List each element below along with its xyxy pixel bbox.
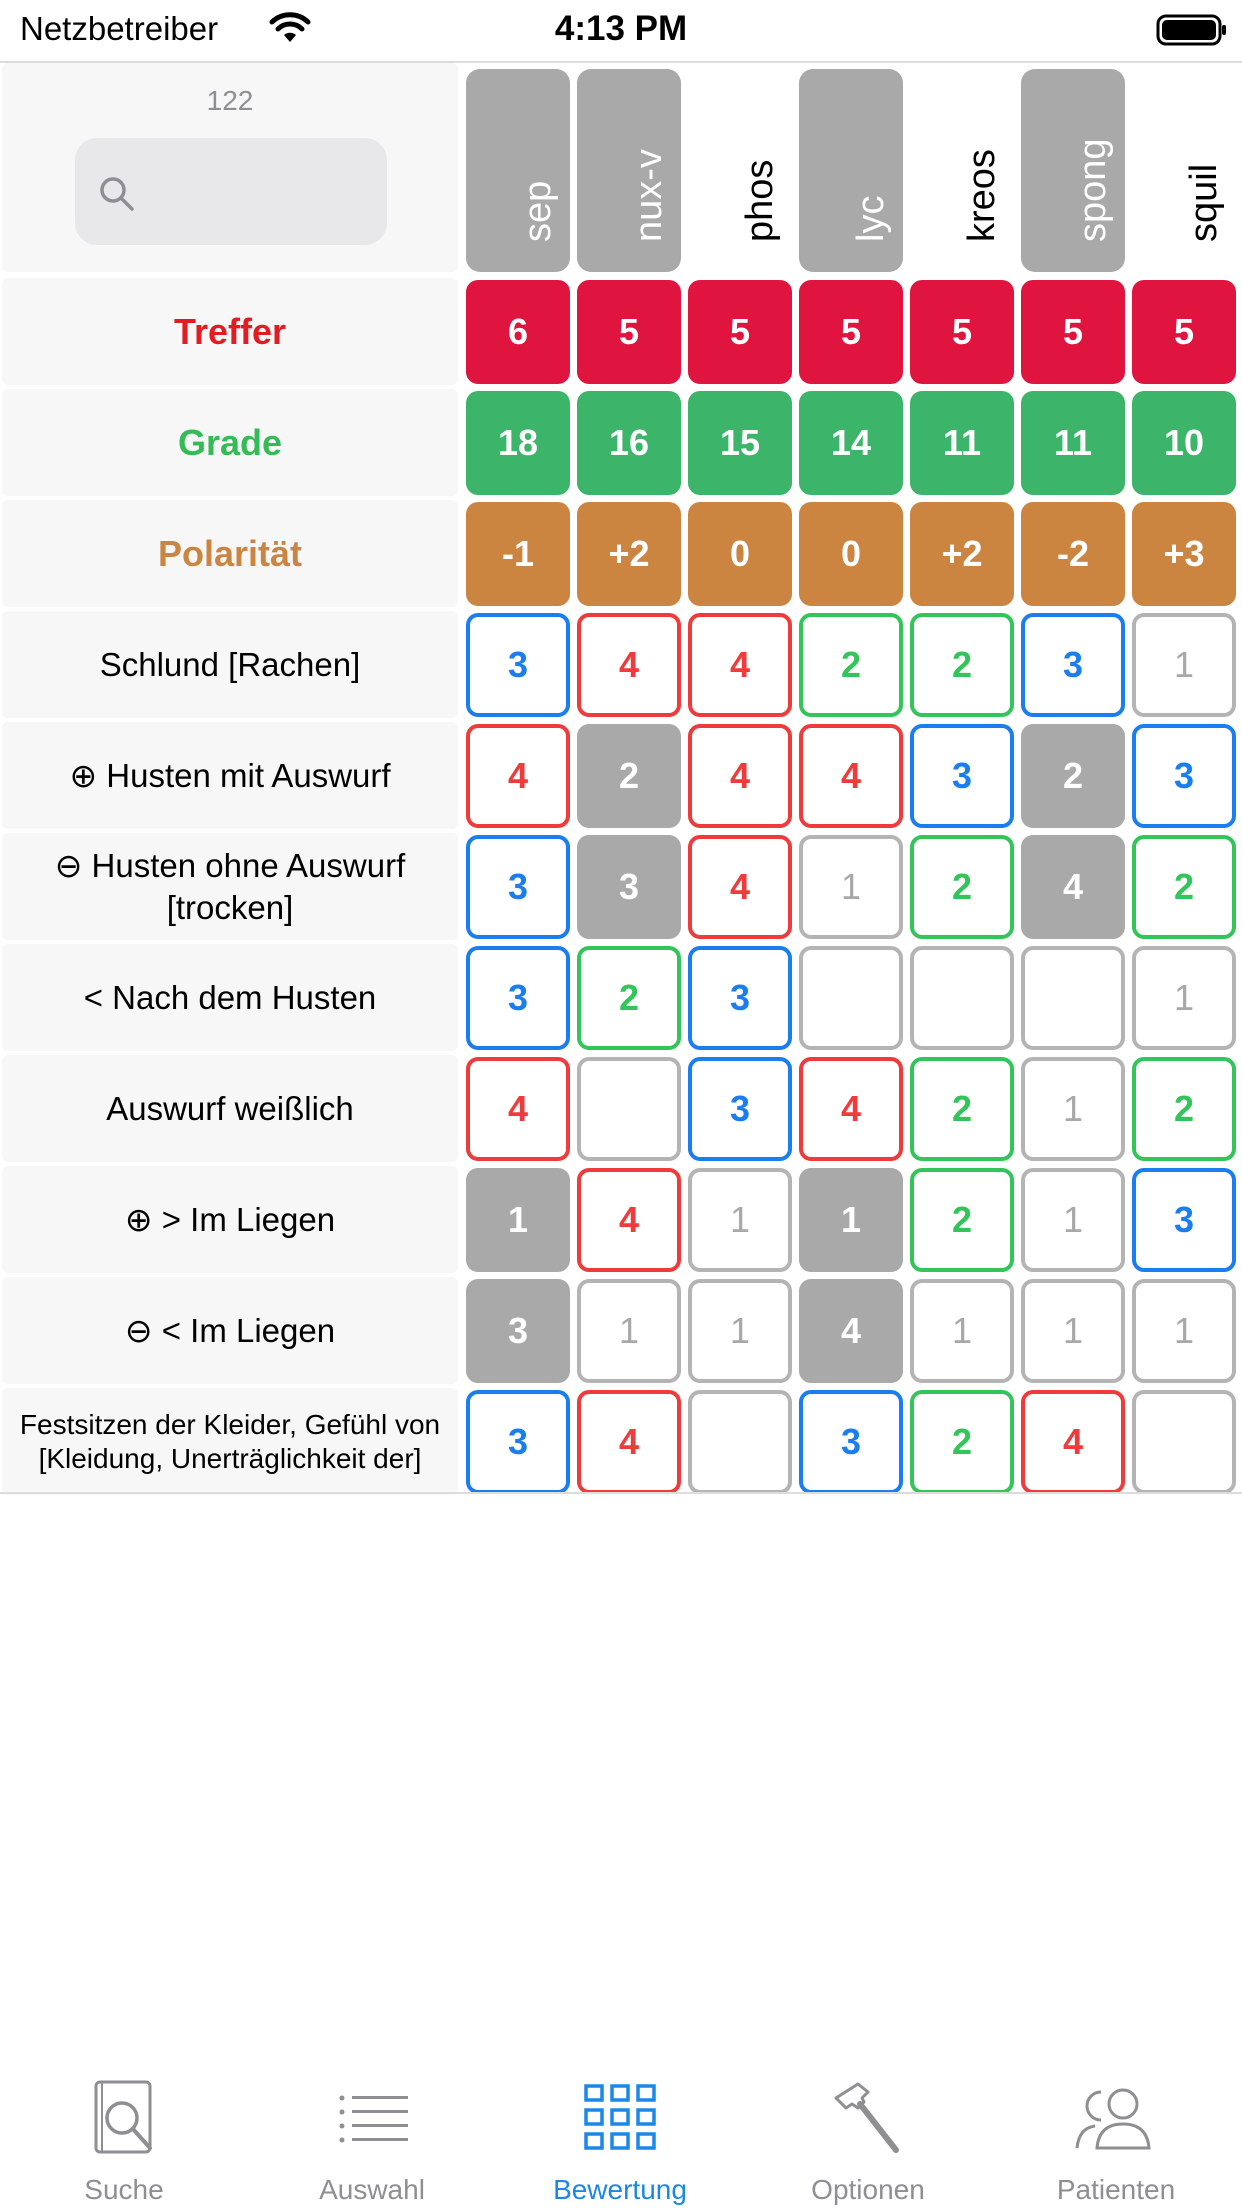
grade-cell[interactable]: 2 (1132, 835, 1236, 939)
grade-cell[interactable]: 4 (577, 1168, 681, 1272)
summary-cell: 0 (799, 502, 903, 606)
grade-cell[interactable]: 3 (688, 946, 792, 1050)
remedy-name: nux-v (628, 149, 670, 242)
remedy-name: phos (739, 159, 781, 242)
remedy-name: lyc (850, 195, 892, 242)
grade-cell[interactable]: 2 (910, 1057, 1014, 1161)
search-icon (97, 174, 137, 214)
summary-cell: 5 (688, 280, 792, 384)
grade-cell[interactable] (577, 1057, 681, 1161)
summary-cell: +2 (910, 502, 1014, 606)
grade-cell[interactable]: 2 (799, 613, 903, 717)
summary-cell: 5 (1021, 280, 1125, 384)
grade-cell[interactable]: 1 (1132, 946, 1236, 1050)
grade-cell[interactable]: 3 (688, 1057, 792, 1161)
grade-cell[interactable]: 1 (1021, 1168, 1125, 1272)
grade-cell[interactable]: 3 (1132, 1168, 1236, 1272)
grade-cell[interactable]: 1 (1021, 1279, 1125, 1383)
hammer-icon (828, 2076, 908, 2160)
carrier-name: Netzbetreiber (20, 10, 219, 47)
grid-icon (580, 2076, 660, 2160)
grade-cell[interactable]: 2 (910, 613, 1014, 717)
summary-cell: 5 (799, 280, 903, 384)
grade-cell[interactable]: 1 (910, 1279, 1014, 1383)
symptom-label[interactable]: ⊕ Husten mit Auswurf (2, 722, 458, 829)
remedy-header-nux-v[interactable] (577, 69, 681, 272)
grade-cell[interactable]: 3 (1132, 724, 1236, 828)
grade-cell[interactable]: 4 (1021, 1390, 1125, 1494)
grade-cell[interactable]: 2 (577, 724, 681, 828)
symptom-label[interactable]: ⊕ > Im Liegen (2, 1166, 458, 1273)
remedy-header-sep[interactable] (466, 69, 570, 272)
grade-cell[interactable]: 1 (688, 1168, 792, 1272)
status-bar (0, 0, 1242, 60)
tab-label-patienten: Patienten (1056, 2174, 1176, 2205)
summary-cell: 15 (688, 391, 792, 495)
grade-cell[interactable]: 4 (799, 1279, 903, 1383)
remedy-header-phos[interactable] (688, 69, 792, 272)
grade-cell[interactable] (910, 946, 1014, 1050)
book-search-icon (84, 2076, 164, 2160)
grade-cell[interactable]: 2 (1132, 1057, 1236, 1161)
summary-cell: 5 (577, 280, 681, 384)
remedy-name: sep (517, 180, 559, 242)
grade-cell[interactable]: 2 (910, 835, 1014, 939)
grid-bottom-divider (0, 1492, 1242, 1494)
tab-label-suche: Suche (84, 2174, 164, 2205)
grade-cell[interactable]: 4 (1021, 835, 1125, 939)
tab-label-auswahl: Auswahl (319, 2174, 425, 2205)
rubric-count: 122 (206, 85, 254, 116)
grade-cell[interactable]: 3 (910, 724, 1014, 828)
grade-cell[interactable]: 4 (688, 835, 792, 939)
grade-cell[interactable]: 3 (466, 1390, 570, 1494)
summary-cell: 11 (910, 391, 1014, 495)
grade-cell[interactable]: 3 (466, 946, 570, 1050)
remedy-name: kreos (961, 149, 1003, 242)
summary-label-treffer: Treffer (2, 278, 458, 385)
grade-cell[interactable]: 1 (466, 1168, 570, 1272)
grade-cell[interactable]: 4 (466, 724, 570, 828)
grade-cell[interactable]: 4 (577, 1390, 681, 1494)
summary-cell: 10 (1132, 391, 1236, 495)
grade-cell[interactable]: 3 (466, 835, 570, 939)
tab-bar (0, 2060, 1242, 2208)
grade-cell[interactable]: 2 (910, 1168, 1014, 1272)
symptom-label[interactable]: < Nach dem Husten (2, 944, 458, 1051)
tab-optionen[interactable] (744, 2060, 992, 2208)
grade-cell[interactable]: 1 (1132, 613, 1236, 717)
grade-cell[interactable]: 4 (799, 1057, 903, 1161)
remedy-header-squil[interactable] (1132, 69, 1236, 272)
grid-corner (2, 63, 458, 272)
battery-icon (1156, 13, 1228, 47)
summary-cell: +2 (577, 502, 681, 606)
remedy-header-lyc[interactable] (799, 69, 903, 272)
summary-cell: 14 (799, 391, 903, 495)
tab-suche[interactable] (0, 2060, 248, 2208)
grade-cell[interactable]: 3 (466, 1279, 570, 1383)
symptom-label[interactable]: Auswurf weißlich (2, 1055, 458, 1162)
grade-cell[interactable] (688, 1390, 792, 1494)
summary-cell: 16 (577, 391, 681, 495)
grade-cell[interactable]: 1 (1132, 1279, 1236, 1383)
summary-cell: 0 (688, 502, 792, 606)
grade-cell[interactable] (799, 946, 903, 1050)
summary-label-polaritt: Polarität (2, 500, 458, 607)
remedy-header-spong[interactable] (1021, 69, 1125, 272)
grade-cell[interactable]: 1 (1021, 1057, 1125, 1161)
grade-cell[interactable]: 3 (1021, 613, 1125, 717)
grade-cell[interactable]: 1 (799, 1168, 903, 1272)
grade-cell[interactable]: 4 (466, 1057, 570, 1161)
remedy-header-kreos[interactable] (910, 69, 1014, 272)
symptom-label[interactable]: ⊖ Husten ohne Auswurf [trocken] (2, 833, 458, 940)
summary-cell: 18 (466, 391, 570, 495)
summary-cell: -1 (466, 502, 570, 606)
summary-cell: 5 (910, 280, 1014, 384)
summary-cell: +3 (1132, 502, 1236, 606)
grade-cell[interactable]: 2 (910, 1390, 1014, 1494)
remedy-name: spong (1072, 138, 1114, 242)
tab-auswahl[interactable] (248, 2060, 496, 2208)
summary-label-grade: Grade (2, 389, 458, 496)
symptom-label[interactable]: Festsitzen der Kleider, Gefühl von [Kleidung, Unerträglichkeit der] (2, 1388, 458, 1495)
grade-cell[interactable]: 4 (799, 724, 903, 828)
grade-cell[interactable]: 3 (799, 1390, 903, 1494)
people-icon (1071, 2076, 1161, 2160)
grade-cell[interactable]: 3 (466, 613, 570, 717)
summary-cell: 11 (1021, 391, 1125, 495)
grade-cell[interactable]: 2 (1021, 724, 1125, 828)
grade-cell[interactable]: 4 (688, 613, 792, 717)
grade-cell[interactable]: 2 (577, 946, 681, 1050)
symptom-label[interactable]: Schlund [Rachen] (2, 611, 458, 718)
grade-cell[interactable]: 1 (688, 1279, 792, 1383)
summary-cell: -2 (1021, 502, 1125, 606)
list-icon (332, 2076, 412, 2160)
symptom-label[interactable]: ⊖ < Im Liegen (2, 1277, 458, 1384)
grade-cell[interactable]: 1 (577, 1279, 681, 1383)
status-time: 4:13 PM (554, 9, 688, 48)
grade-cell[interactable] (1132, 1390, 1236, 1494)
grade-cell[interactable]: 3 (577, 835, 681, 939)
grade-cell[interactable]: 4 (688, 724, 792, 828)
summary-cell: 5 (1132, 280, 1236, 384)
grade-cell[interactable]: 1 (799, 835, 903, 939)
search-input[interactable] (75, 138, 387, 245)
tab-label-optionen: Optionen (811, 2174, 925, 2205)
tab-patienten[interactable] (992, 2060, 1240, 2208)
grade-cell[interactable]: 4 (577, 613, 681, 717)
tab-label-bewertung: Bewertung (553, 2174, 687, 2205)
grade-cell[interactable] (1021, 946, 1125, 1050)
tab-bewertung[interactable] (496, 2060, 744, 2208)
remedy-name: squil (1183, 163, 1225, 242)
summary-cell: 6 (466, 280, 570, 384)
